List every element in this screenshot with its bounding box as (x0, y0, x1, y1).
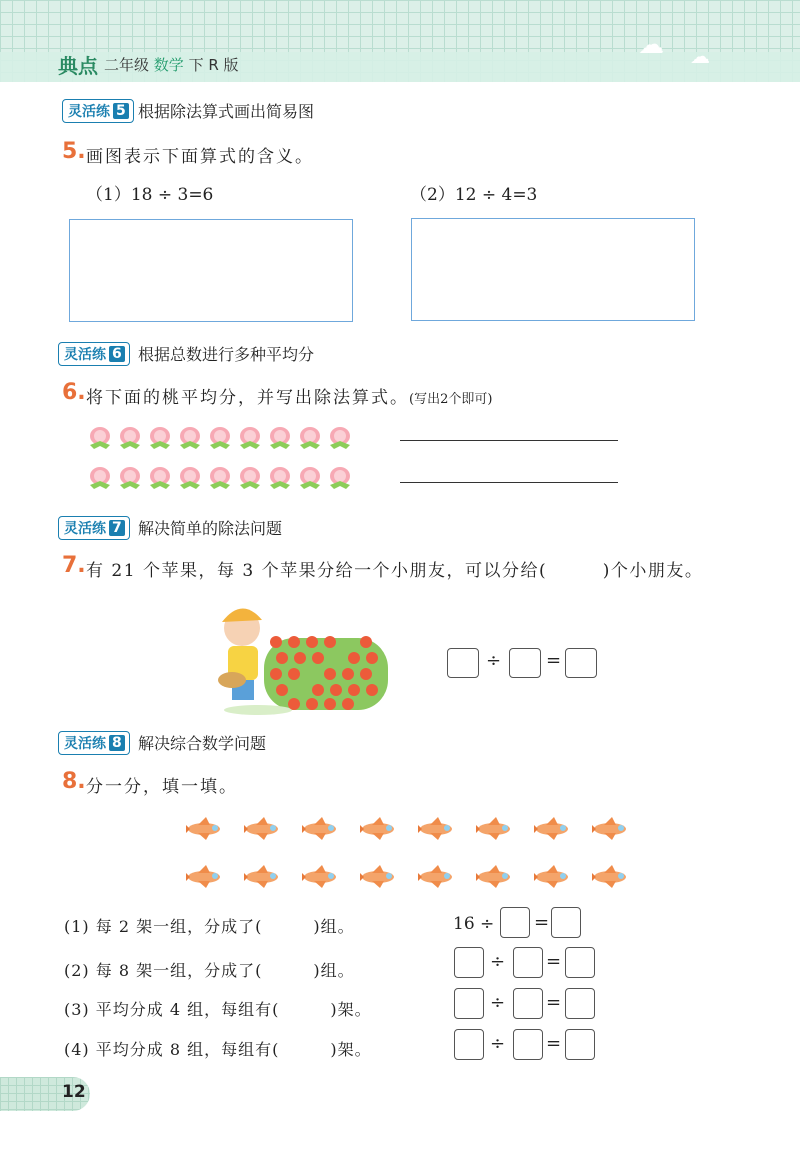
plane-icon (242, 815, 282, 841)
drawing-area-2[interactable] (411, 218, 695, 321)
section-tag-8: 灵活练 8 (58, 731, 130, 755)
boy-apple-illustration (214, 598, 390, 718)
apple-icon (348, 652, 360, 664)
edition-label: 下 R 版 (188, 56, 239, 74)
answer-box[interactable] (565, 648, 597, 678)
plane-icon (590, 863, 630, 889)
peach-icon (208, 465, 232, 491)
peach-icon (148, 425, 172, 451)
apple-icon (324, 698, 336, 710)
apple-icon (330, 684, 342, 696)
peach-icon (118, 465, 142, 491)
question-number-8: 8. (62, 769, 86, 794)
equals-sign: = (546, 1033, 562, 1054)
peach-icon (208, 425, 232, 451)
plane-icon (358, 815, 398, 841)
apple-icon (312, 652, 324, 664)
answer-box[interactable] (513, 988, 543, 1019)
answer-box[interactable] (500, 907, 530, 938)
apple-icon (270, 668, 282, 680)
question-number-5: 5. (62, 139, 86, 164)
equals-sign: = (546, 650, 562, 671)
apple-icon (324, 668, 336, 680)
peach-icon (298, 425, 322, 451)
plane-icon (300, 815, 340, 841)
peach-icon (88, 425, 112, 451)
answer-line-1[interactable] (400, 440, 618, 441)
cloud-icon: ☁ (638, 30, 664, 60)
peach-icon (238, 425, 262, 451)
q8-item-3: (3) 平均分成 4 组，每组有( )架。 (64, 1000, 372, 1019)
peach-icon (268, 425, 292, 451)
plane-icon (590, 815, 630, 841)
equals-sign: = (534, 912, 550, 933)
page-number: 12 (62, 1082, 86, 1102)
plane-icon (416, 863, 456, 889)
plane-icon (242, 863, 282, 889)
plane-icon (532, 815, 572, 841)
peach-icon (148, 465, 172, 491)
plane-icon (416, 815, 456, 841)
apple-icon (294, 652, 306, 664)
header-title (104, 54, 239, 75)
answer-box[interactable] (454, 988, 484, 1019)
plane-icon (474, 863, 514, 889)
answer-box[interactable] (454, 1029, 484, 1060)
peach-icon (268, 465, 292, 491)
q8-item-1: (1) 每 2 架一组，分成了( )组。 (64, 917, 355, 936)
section-tag-6: 灵活练 6 (58, 342, 130, 366)
apple-icon (360, 668, 372, 680)
peach-icon (118, 425, 142, 451)
equation-2: （2）12 ÷ 4=3 (410, 185, 538, 205)
equation-1: （1）18 ÷ 3=6 (86, 185, 214, 205)
answer-box[interactable] (447, 648, 479, 678)
peach-icon (88, 465, 112, 491)
section-title-8: 解决综合数学问题 (138, 734, 267, 753)
divide-sign: ÷ (490, 1033, 506, 1054)
apple-icon (342, 698, 354, 710)
peach-icon (238, 465, 262, 491)
apple-icon (270, 636, 282, 648)
apple-icon (276, 652, 288, 664)
apple-icon (288, 668, 300, 680)
answer-box[interactable] (551, 907, 581, 938)
peach-icon (178, 425, 202, 451)
section-tag-5: 灵活练 5 (62, 99, 134, 123)
question-note: (写出2个即可) (409, 392, 493, 407)
plane-icon (474, 815, 514, 841)
peach-icon (298, 465, 322, 491)
cloud-icon: ☁ (690, 44, 710, 68)
grade-label: 二年级 (104, 56, 150, 74)
answer-box[interactable] (509, 648, 541, 678)
apple-icon (366, 684, 378, 696)
peach-icon (178, 465, 202, 491)
subject-label: 数学 (153, 56, 184, 74)
question-text-8: 分一分，填一填。 (86, 777, 238, 797)
divide-sign: ÷ (490, 992, 506, 1013)
q8-item-2: (2) 每 8 架一组，分成了( )组。 (64, 961, 355, 980)
answer-line-2[interactable] (400, 482, 618, 483)
q8-prefix-1: 16 ÷ (453, 914, 495, 934)
answer-box[interactable] (513, 1029, 543, 1060)
plane-icon (300, 863, 340, 889)
answer-box[interactable] (565, 988, 595, 1019)
apple-icon (348, 684, 360, 696)
apple-icon (342, 668, 354, 680)
apple-icon (312, 684, 324, 696)
q8-item-4: (4) 平均分成 8 组，每组有( )架。 (64, 1040, 372, 1059)
section-tag-7: 灵活练 7 (58, 516, 130, 540)
peach-icon (328, 425, 352, 451)
question-number-7: 7. (62, 553, 86, 578)
apple-icon (276, 684, 288, 696)
equals-sign: = (546, 992, 562, 1013)
answer-box[interactable] (454, 947, 484, 978)
plane-icon (184, 815, 224, 841)
apple-icon (288, 698, 300, 710)
plane-icon (184, 863, 224, 889)
answer-box[interactable] (565, 1029, 595, 1060)
answer-box[interactable] (565, 947, 595, 978)
question-number-6: 6. (62, 380, 86, 405)
section-title-6: 根据总数进行多种平均分 (138, 345, 315, 364)
answer-box[interactable] (513, 947, 543, 978)
peach-icon (328, 465, 352, 491)
divide-sign: ÷ (486, 650, 502, 671)
apple-icon (306, 698, 318, 710)
question-text-6: 将下面的桃平均分，并写出除法算式。(写出2个即可) (86, 388, 493, 408)
apple-icon (360, 636, 372, 648)
logo: 典点 (58, 54, 98, 78)
plane-icon (532, 863, 572, 889)
question-text-5: 画图表示下面算式的含义。 (86, 147, 314, 167)
section-title-5: 根据除法算式画出简易图 (138, 102, 315, 121)
plane-icon (358, 863, 398, 889)
equals-sign: = (546, 951, 562, 972)
drawing-area-1[interactable] (69, 219, 353, 322)
apple-icon (306, 636, 318, 648)
section-title-7: 解决简单的除法问题 (138, 519, 283, 538)
apple-icon (288, 636, 300, 648)
question-text-7: 有 21 个苹果，每 3 个苹果分给一个小朋友，可以分给( )个小朋友。 (86, 561, 704, 581)
apple-icon (324, 636, 336, 648)
divide-sign: ÷ (490, 951, 506, 972)
apple-icon (366, 652, 378, 664)
